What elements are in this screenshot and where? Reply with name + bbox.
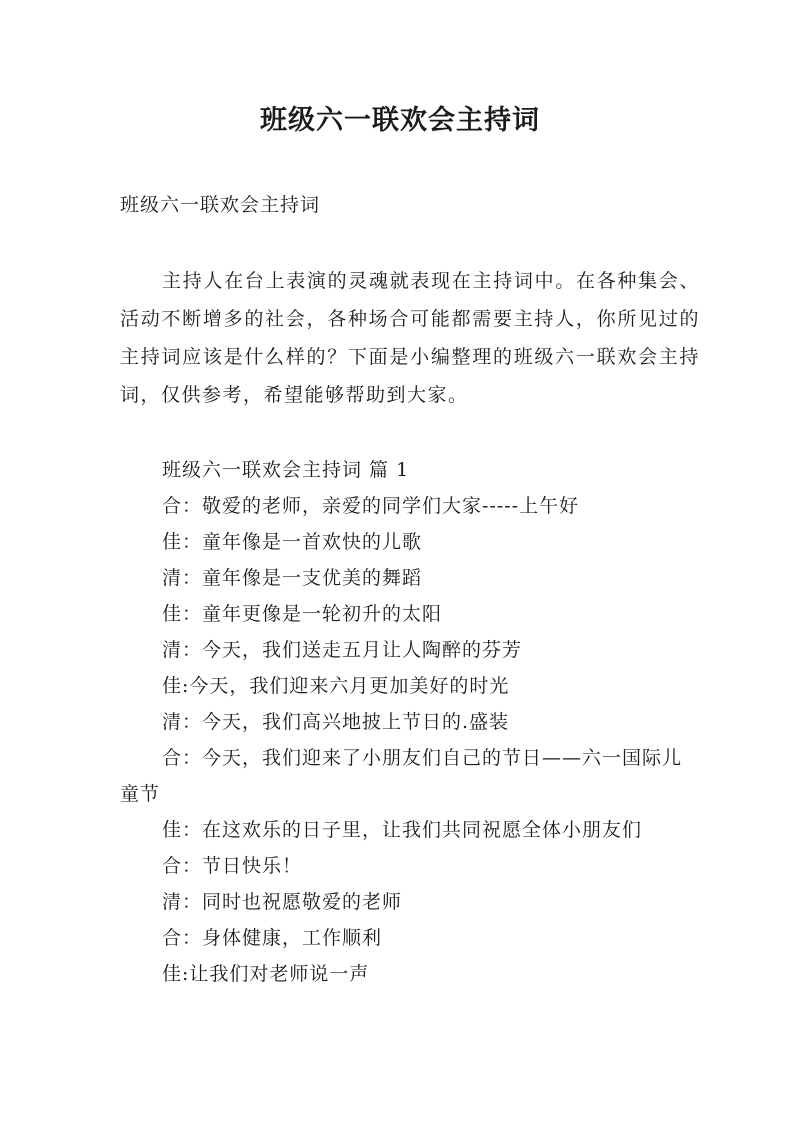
document-title: 班级六一联欢会主持词 (260, 105, 540, 136)
script-line: 佳:让我们对老师说一声 (162, 963, 370, 985)
script-line: 合：节日快乐！ (162, 855, 303, 877)
section-heading: 班级六一联欢会主持词 篇 1 (162, 459, 410, 481)
script-line: 清：同时也祝愿敬爱的老师 (162, 891, 403, 913)
script-line: 佳：在这欢乐的日子里，让我们共同祝愿全体小朋友们 (162, 819, 643, 841)
intro-paragraph: 主持人在台上表演的灵魂就表现在主持词中。在各种集会、活动不断增多的社会，各种场合可能都需要主持人，你所见过的主持词应该是什么样的？下面是小编整理的班级六一联欢会主持词，仅供参考，希望能够帮助到大家。 (120, 270, 700, 406)
script-lines (120, 452, 700, 992)
script-line: 佳：童年像是一首欢快的儿歌 (162, 531, 423, 553)
document-subtitle: 班级六一联欢会主持词 (120, 194, 321, 216)
script-line: 佳：童年更像是一轮初升的太阳 (162, 603, 443, 625)
script-line: 合：敬爱的老师，亲爱的同学们大家-----上午好 (162, 495, 580, 517)
script-line: 佳:今天，我们迎来六月更加美好的时光 (162, 675, 510, 697)
script-line: 合：身体健康，工作顺利 (162, 927, 383, 949)
script-line: 清：童年像是一支优美的舞蹈 (162, 567, 423, 589)
script-line: 清：今天，我们送走五月让人陶醉的芬芳 (162, 639, 523, 661)
script-line: 合：今天，我们迎来了小朋友们自己的节日——六一国际儿童节 (120, 747, 683, 805)
script-line: 清：今天，我们高兴地披上节日的.盛装 (162, 711, 510, 733)
